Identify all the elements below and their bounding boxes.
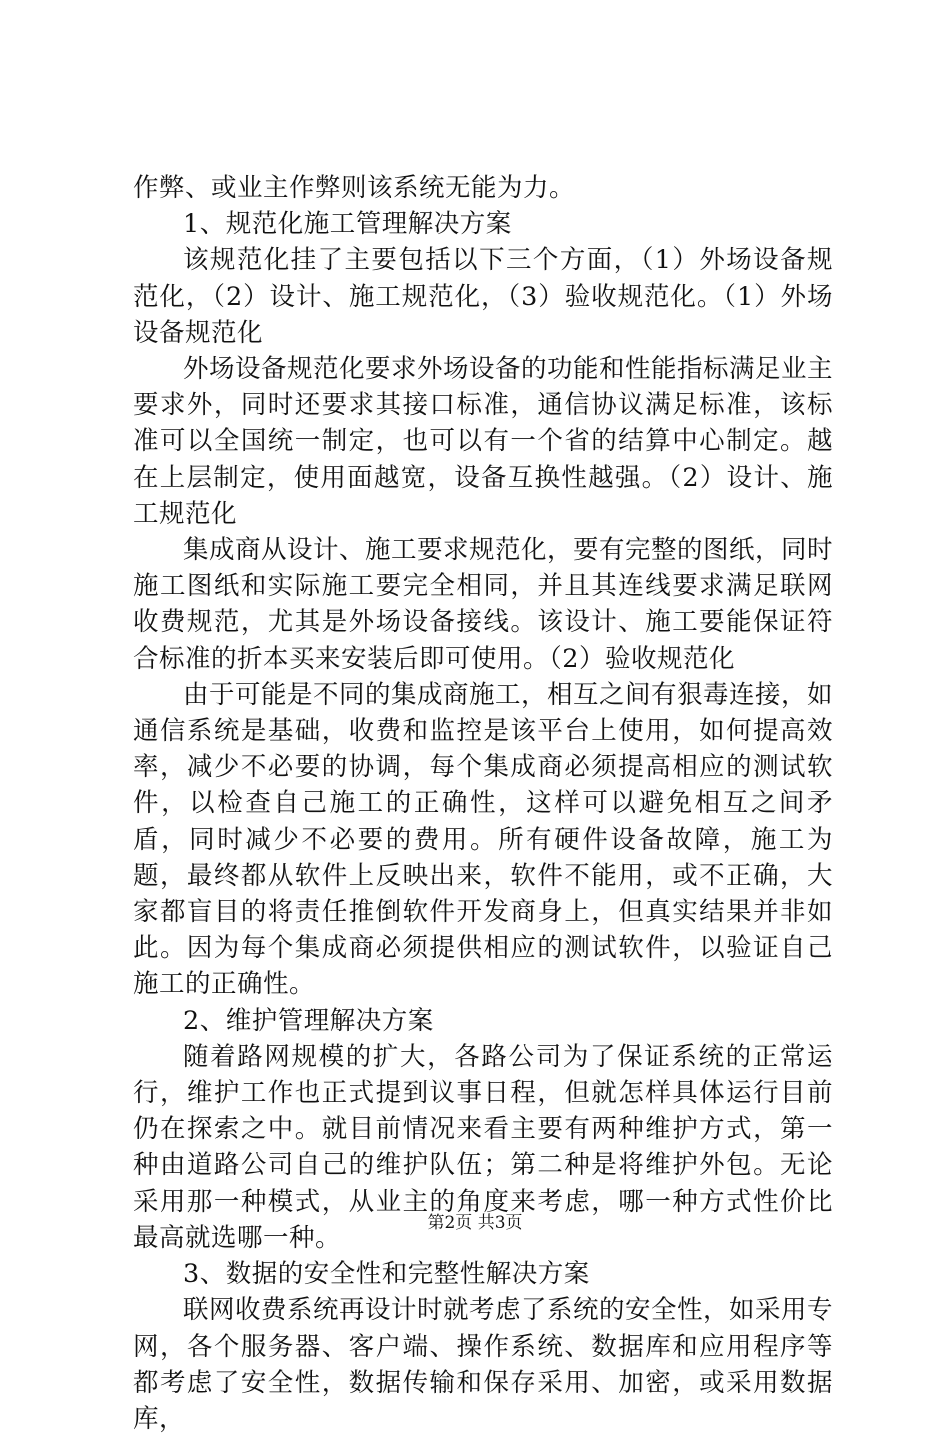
paragraph: 联网收费系统再设计时就考虑了系统的安全性，如采用专网，各个服务器、客户端、操作系统、数据库和应用程序等都考虑了安全性，数据传输和保存采用、加密，或采用数据库， <box>133 1295 834 1434</box>
section-heading-3: 3、数据的安全性和完整性解决方案 <box>183 1259 590 1290</box>
page-footer <box>0 1212 950 1234</box>
paragraph: 该规范化挂了主要包括以下三个方面，（1）外场设备规范化，（2）设计、施工规范化，（3）验收规范化。（1）外场设备规范化 <box>133 245 833 348</box>
document-body <box>133 170 833 1437</box>
paragraph: 随着路网规模的扩大，各路公司为了保证系统的正常运行，维护工作也正式提到议事日程，但就怎样具体运行目前仍在探索之中。就目前情况来看主要有两种维护方式，第一种由道路公司自己的维护队伍；第二种是将维护外包。无论采用那一种模式，从业主的角度来考虑，哪一种方式性价比最高就选哪一种。 <box>133 1041 833 1253</box>
section-heading-2: 2、维护管理解决方案 <box>183 1005 434 1036</box>
section-heading-1: 1、规范化施工管理解决方案 <box>183 209 512 240</box>
paragraph: 外场设备规范化要求外场设备的功能和性能指标满足业主要求外，同时还要求其接口标准，通信协议满足标准，该标准可以全国统一制定，也可以有一个省的结算中心制定。越在上层制定，使用面越宽，设备互换性越强。（2）设计、施工规范化 <box>133 354 834 529</box>
paragraph: 由于可能是不同的集成商施工，相互之间有狠毒连接，如通信系统是基础，收费和监控是该平台上使用，如何提高效率，减少不必要的协调，每个集成商必须提高相应的测试软件，以检查自己施工的正确性，这样可以避免相互之间矛盾，同时减少不必要的费用。所有硬件设备故障，施工为题，最终都从软件上反映出来，软件不能用，或不正确，大家都盲目的将责任推倒软件开发商身上，但真实结果并非如此。因为每个集成商必须提供相应的测试软件，以验证自己施工的正确性。 <box>133 679 834 1000</box>
paragraph: 集成商从设计、施工要求规范化，要有完整的图纸，同时施工图纸和实际施工要完全相同，并且其连线要求满足联网收费规范，尤其是外场设备接线。该设计、施工要能保证符合标准的折本买来安装后即可使用。（2）验收规范化 <box>133 535 834 674</box>
paragraph-continuation: 作弊、或业主作弊则该系统无能为力。 <box>133 173 576 203</box>
page-number-label: 第2页 共3页 <box>427 1213 523 1233</box>
